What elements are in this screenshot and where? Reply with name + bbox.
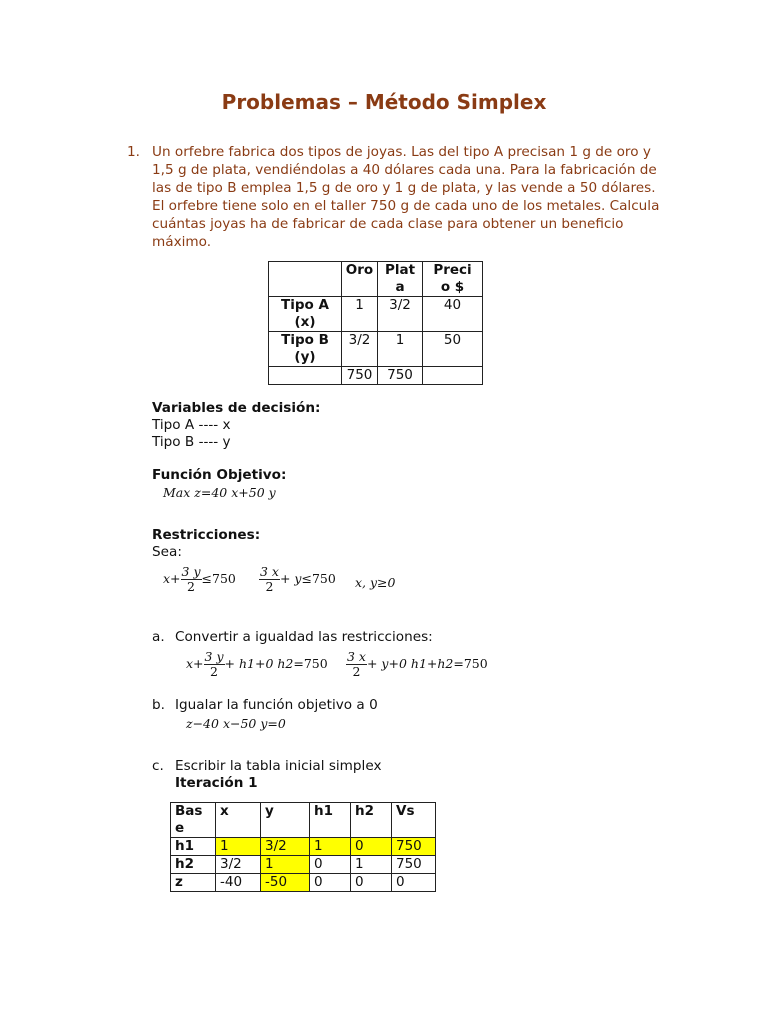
decision-line: Tipo A ---- x <box>152 417 231 433</box>
simplex-header: h2 <box>351 803 392 838</box>
data-table <box>268 261 483 385</box>
simplex-cell: 1 <box>351 856 392 874</box>
step-b-label: b. <box>152 697 165 713</box>
decision-heading: Variables de decisión: <box>152 400 321 416</box>
equation-1: x+ $\frac{3 y}{2}$ + h1+0 h2=750 <box>186 649 328 679</box>
simplex-row-label: z <box>171 874 216 892</box>
simplex-row-label: h2 <box>171 856 216 874</box>
table-header-cell: Preci o $ <box>423 262 483 297</box>
simplex-cell: 0 <box>351 874 392 892</box>
simplex-cell: 1 <box>261 856 310 874</box>
objective-zero-eq: z−40 x−50 y=0 <box>186 716 286 731</box>
table-cell: 50 <box>423 332 483 367</box>
step-c-label: c. <box>152 758 164 774</box>
iteration-label: Iteración 1 <box>175 775 258 791</box>
table-cell: 3/2 <box>342 332 378 367</box>
equation-2: $\frac{3 x}{2}$ + y+0 h1+h2=750 <box>347 649 488 679</box>
simplex-cell: 750 <box>392 856 436 874</box>
table-cell: 40 <box>423 297 483 332</box>
simplex-cell: 1 <box>216 838 261 856</box>
objective-formula: Max z=40 x+50 y <box>163 485 276 500</box>
restriction-2: $\frac{3 x}{2}$ + y≤750 <box>260 564 336 594</box>
table-cell: 750 <box>378 367 423 385</box>
simplex-header: h1 <box>310 803 351 838</box>
step-b-text: Igualar la función objetivo a 0 <box>175 697 378 713</box>
table-row-label: Tipo B (y) <box>269 332 342 367</box>
simplex-cell: 0 <box>310 874 351 892</box>
table-cell: 1 <box>378 332 423 367</box>
objective-heading: Función Objetivo: <box>152 467 287 483</box>
simplex-header: Bas e <box>171 803 216 838</box>
page-title: Problemas – Método Simplex <box>221 90 547 114</box>
simplex-header: y <box>261 803 310 838</box>
simplex-cell: 0 <box>351 838 392 856</box>
table-header-cell <box>269 262 342 297</box>
simplex-row-label: h1 <box>171 838 216 856</box>
simplex-cell: -40 <box>216 874 261 892</box>
table-cell <box>423 367 483 385</box>
table-row-label: Tipo A (x) <box>269 297 342 332</box>
simplex-cell: 3/2 <box>261 838 310 856</box>
simplex-header: x <box>216 803 261 838</box>
simplex-cell: -50 <box>261 874 310 892</box>
table-header-cell: Oro <box>342 262 378 297</box>
problem-text: Un orfebre fabrica dos tipos de joyas. Las del tipo A precisan 1 g de oro y 1,5 g de plata, vendiéndolas a 40 dólares cada una. Para la fabricación de las de tipo B emplea 1,5 g de oro y 1 g de plata, y las vende a 50 dólares. El orfebre tiene solo en el taller 750 g de cada uno de los metales. Calcula cuántas joyas ha de fabricar de cada clase para obtener un beneficio máximo. <box>152 144 660 250</box>
restriction-3: x, y≥0 <box>355 575 396 590</box>
simplex-cell: 1 <box>310 838 351 856</box>
problem-number: 1. <box>127 144 140 160</box>
restriction-1: x+ $\frac{3 y}{2}$ ≤750 <box>163 564 236 594</box>
step-c-text: Escribir la tabla inicial simplex <box>175 758 382 774</box>
step-a-label: a. <box>152 629 165 645</box>
step-a-text: Convertir a igualdad las restricciones: <box>175 629 433 645</box>
simplex-header: Vs <box>392 803 436 838</box>
restrictions-heading: Restricciones: <box>152 527 261 543</box>
decision-line: Tipo B ---- y <box>152 434 231 450</box>
table-cell: 1 <box>342 297 378 332</box>
simplex-cell: 750 <box>392 838 436 856</box>
simplex-cell: 0 <box>310 856 351 874</box>
sea-label: Sea: <box>152 544 182 560</box>
table-cell <box>269 367 342 385</box>
table-header-cell: Plat a <box>378 262 423 297</box>
simplex-table <box>170 802 436 892</box>
table-cell: 3/2 <box>378 297 423 332</box>
simplex-cell: 3/2 <box>216 856 261 874</box>
simplex-cell: 0 <box>392 874 436 892</box>
table-cell: 750 <box>342 367 378 385</box>
